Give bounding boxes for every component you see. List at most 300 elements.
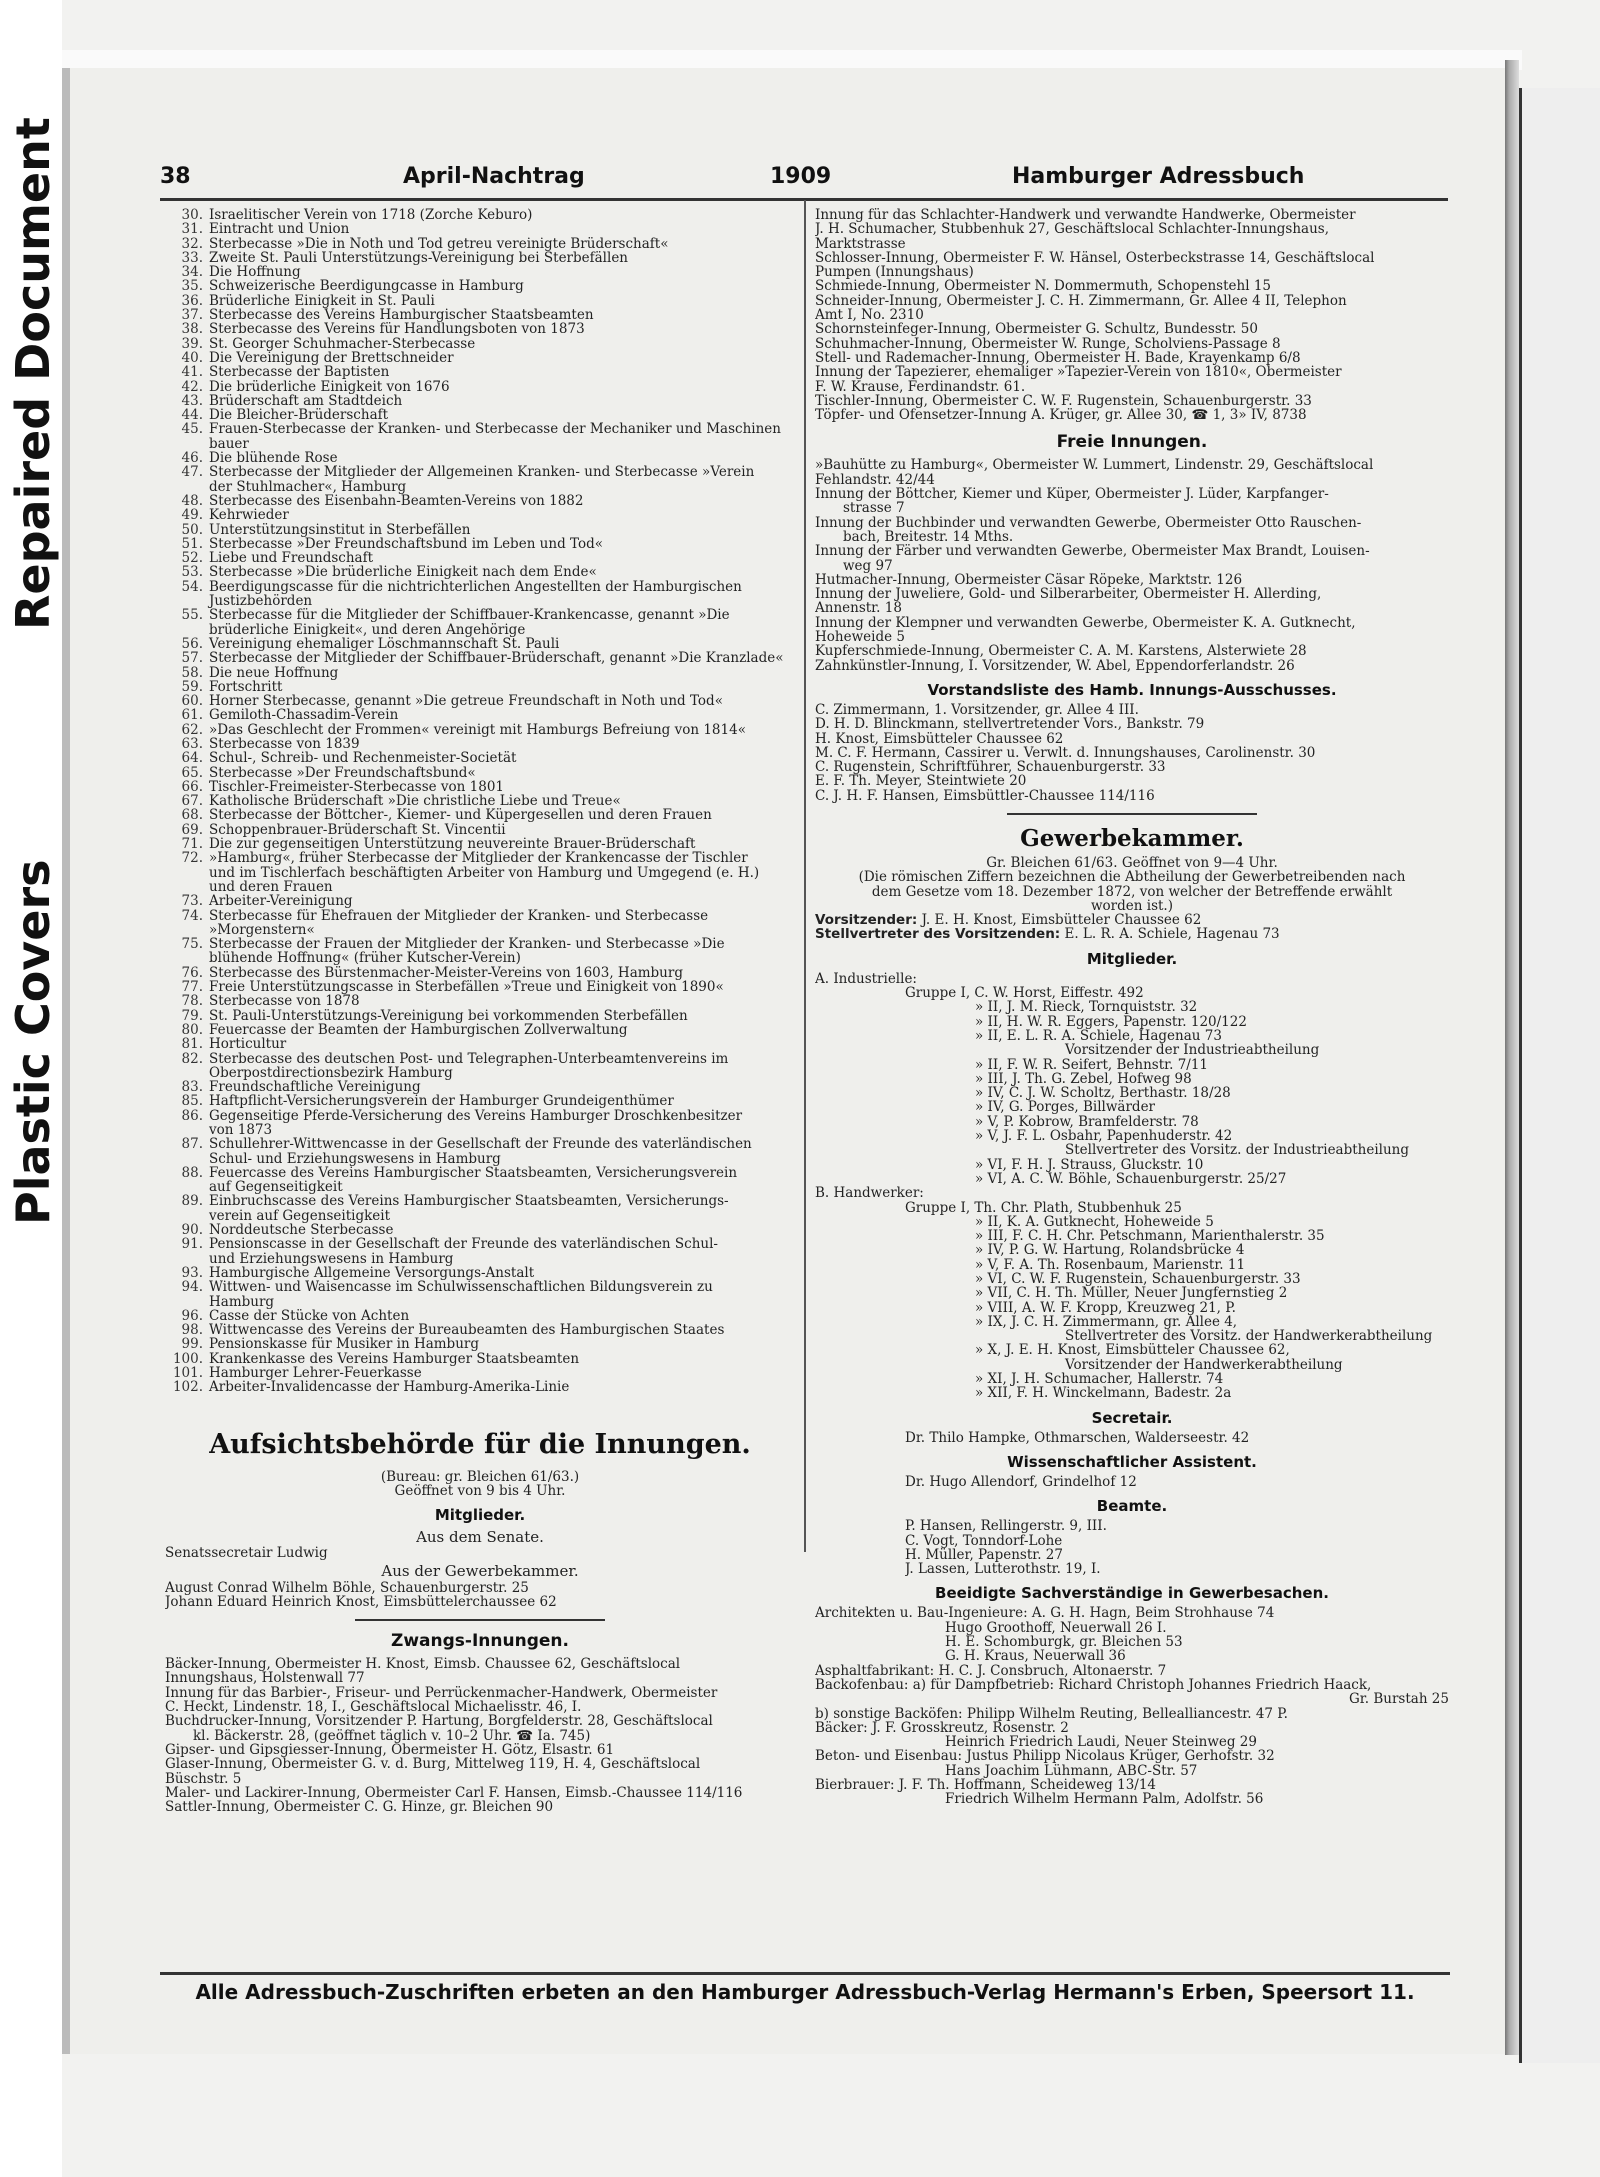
- entry-text: Wittwencasse des Vereins der Bureaubeamten des Hamburgischen Staates: [209, 1323, 725, 1338]
- entry-text: Oberpostdirectionsbezirk Hamburg: [209, 1065, 453, 1081]
- gutter-shadow: [62, 68, 70, 2054]
- entry-text: Die zur gegenseitigen Unterstützung neuvereinte Brauer-Brüderschaft: [209, 837, 696, 852]
- entry-text: Sterbecasse »Die brüderliche Einigkeit nach dem Ende«: [209, 565, 597, 580]
- society-entry: [165, 1295, 795, 1309]
- entry-number: 86.: [181, 1108, 203, 1123]
- entry-number: 85.: [181, 1094, 203, 1109]
- assistent-heading: Wissenschaftlicher Assistent.: [1007, 1452, 1257, 1471]
- vorstand-entry: H. Knost, Eimsbütteler Chaussee 62: [815, 731, 1064, 746]
- entry-text: Pensionskasse für Musiker in Hamburg: [209, 1337, 479, 1352]
- society-entry: [165, 1252, 795, 1266]
- society-entry: [165, 737, 795, 751]
- society-entry: [165, 1309, 795, 1323]
- society-entry: [165, 394, 795, 408]
- kammer-member: Johann Eduard Heinrich Knost, Eimsbüttelerchaussee 62: [165, 1594, 557, 1610]
- entry-number: 102.: [172, 1380, 203, 1395]
- secretair-heading: Secretair.: [1091, 1408, 1173, 1427]
- entry-number: 36.: [181, 293, 203, 309]
- society-entry: [165, 408, 795, 422]
- society-entry: [165, 1337, 795, 1351]
- entry-text: verein auf Gegenseitigkeit: [209, 1208, 391, 1224]
- zwangs-entry: Glaser-Innung, Obermeister G. v. d. Burg, Mittelweg 119, H. 4, Geschäftslocal: [165, 1757, 701, 1772]
- entry-text: Feuercasse der Beamten der Hamburgischen Zollverwaltung: [209, 1022, 628, 1038]
- innung-entry: Stell- und Rademacher-Innung, Obermeister H. Bade, Krayenkamp 6/8: [815, 350, 1301, 366]
- society-entry: [165, 322, 795, 336]
- zwangs-entry: Gipser- und Gipsgiesser-Innung, Obermeister H. Götz, Elsastr. 61: [165, 1742, 615, 1758]
- innung-entry: Schneider-Innung, Obermeister J. C. H. Zimmermann, Gr. Allee 4 II, Telephon: [815, 293, 1347, 309]
- entry-number: 101.: [172, 1366, 203, 1381]
- chair-line: [815, 913, 1449, 927]
- header-book: Hamburger Adressbuch: [1012, 164, 1305, 189]
- aufsicht-members-heading: Mitglieder.: [434, 1506, 526, 1525]
- entry-number: 83.: [181, 1080, 203, 1095]
- society-entry: [165, 1052, 795, 1066]
- handwerk-member: » IV, P. G. W. Hartung, Rolandsbrücke 4: [975, 1243, 1245, 1258]
- society-entry: [165, 494, 795, 508]
- freie-list: [815, 458, 1449, 672]
- entry-text: Schul-, Schreib- und Rechenmeister-Societät: [209, 751, 517, 766]
- society-entry: [165, 1380, 795, 1394]
- zwangs-list: [165, 1657, 795, 1814]
- society-entry: [165, 565, 795, 579]
- secretair-value: Dr. Thilo Hampke, Othmarschen, Walderseestr. 42: [905, 1430, 1250, 1445]
- right-column: [815, 208, 1449, 1807]
- society-entry: [165, 994, 795, 1008]
- kammer-members: [165, 1581, 795, 1610]
- entry-text: Kehrwieder: [209, 508, 289, 523]
- entry-text: Sterbecasse der Baptisten: [209, 365, 390, 380]
- freie-entry: Zahnkünstler-Innung, I. Vorsitzender, W. Abel, Eppendorferlandstr. 26: [815, 658, 1295, 673]
- header-title: April-Nachtrag: [403, 164, 585, 189]
- zwangs-entry: Maler- und Lackirer-Innung, Obermeister Carl F. Hansen, Eimsb.-Chaussee 114/116: [165, 1785, 743, 1801]
- zwangs-entry: Innungshaus, Holstenwall 77: [165, 1671, 365, 1686]
- handwerk-member: » VII, C. H. Th. Müller, Neuer Jungfernstieg 2: [975, 1286, 1288, 1301]
- industrie-member: » II, F. W. R. Seifert, Behnstr. 7/11: [975, 1057, 1209, 1072]
- society-entry: [165, 680, 795, 694]
- entry-number: 74.: [181, 908, 203, 923]
- handwerk-member: Stellvertreter des Vorsitz. der Handwerkerabtheilung: [1065, 1329, 1433, 1344]
- deputy-value: E. L. R. A. Schiele, Hagenau 73: [1064, 927, 1280, 942]
- society-entry: [165, 909, 795, 923]
- society-entry: [165, 966, 795, 980]
- beamte-member: H. Müller, Papenstr. 27: [905, 1547, 1063, 1563]
- society-entry: [165, 694, 795, 708]
- society-entry: [165, 766, 795, 780]
- society-entry: [165, 651, 795, 665]
- assistent-value: Dr. Hugo Allendorf, Grindelhof 12: [905, 1474, 1137, 1490]
- entry-text: Sterbecasse des Eisenbahn-Beamten-Vereins von 1882: [209, 493, 584, 509]
- industrie-member: » II, H. W. R. Eggers, Papenstr. 120/122: [975, 1014, 1247, 1029]
- entry-number: 44.: [181, 408, 203, 423]
- zwangs-entry: Sattler-Innung, Obermeister C. G. Hinze, gr. Bleichen 90: [165, 1800, 554, 1815]
- entry-number: 64.: [181, 751, 203, 766]
- entry-number: 38.: [181, 322, 203, 337]
- aufsicht-bureau: (Bureau: gr. Bleichen 61/63.): [380, 1469, 580, 1484]
- entry-number: 33.: [181, 250, 203, 266]
- entry-text: Schweizerische Beerdigungcasse in Hamburg: [209, 279, 524, 294]
- page-edge: [1505, 60, 1519, 2055]
- entry-text: »Das Geschlecht der Frommen« vereinigt mit Hamburgs Befreiung von 1814«: [209, 722, 746, 737]
- society-entry: [165, 308, 795, 322]
- society-entry: [165, 594, 795, 608]
- gewerbekammer-address: Gr. Bleichen 61/63. Geöffnet von 9—4 Uhr.: [986, 855, 1278, 871]
- entry-text: Die Bleicher-Brüderschaft: [209, 408, 389, 423]
- freie-entry: Kupferschmiede-Innung, Obermeister C. A. M. Karstens, Alsterwiete 28: [815, 644, 1307, 659]
- entry-text: St. Georger Schuhmacher-Sterbecasse: [209, 336, 476, 351]
- society-entry: [165, 1223, 795, 1237]
- industrie-member: » IV, C. J. W. Scholtz, Berthastr. 18/28: [975, 1086, 1231, 1101]
- entry-number: 34.: [181, 265, 203, 280]
- entry-text: Gegenseitige Pferde-Versicherung des Vereins Hamburger Droschkenbesitzer: [209, 1108, 743, 1123]
- senate-heading: Aus dem Senate.: [416, 1528, 544, 1547]
- entry-text: Brüderliche Einigkeit in St. Pauli: [209, 293, 435, 309]
- entry-text: Sterbecasse von 1839: [209, 736, 360, 752]
- freie-entry: bach, Breitestr. 14 Mths.: [843, 529, 1014, 545]
- society-entry: [165, 951, 795, 965]
- entry-number: 87.: [181, 1137, 203, 1152]
- entry-number: 99.: [181, 1337, 203, 1352]
- entry-number: 40.: [181, 350, 203, 366]
- society-entry: [165, 794, 795, 808]
- note-line: dem Gesetze vom 18. Dezember 1872, von welcher der Betreffende erwählt: [871, 884, 1393, 899]
- sach-entry: Gr. Burstah 25: [1349, 1692, 1449, 1707]
- sach-entry: Backofenbau: a) für Dampfbetrieb: Richard Christoph Johannes Friedrich Haack,: [815, 1677, 1372, 1693]
- society-entry: [165, 708, 795, 722]
- freie-entry: Fehlandstr. 42/44: [815, 472, 935, 488]
- zwangs-entry: Buchdrucker-Innung, Vorsitzender P. Hartung, Borgfelderstr. 28, Geschäftslocal: [165, 1714, 713, 1729]
- sach-entry: H. E. Schomburgk, gr. Bleichen 53: [945, 1635, 1183, 1650]
- entry-number: 94.: [181, 1280, 203, 1295]
- society-entry: [165, 1323, 795, 1337]
- innung-entry: F. W. Krause, Ferdinandstr. 61.: [815, 379, 1026, 394]
- entry-text: und deren Frauen: [209, 879, 333, 895]
- entry-number: 80.: [181, 1022, 203, 1038]
- entry-text: Sterbecasse der Böttcher-, Kiemer- und Küpergesellen und deren Frauen: [209, 808, 712, 823]
- industrie-member: » II, E. L. R. A. Schiele, Hagenau 73: [975, 1028, 1222, 1044]
- entry-text: »Morgenstern«: [209, 922, 315, 938]
- deputy-label: Stellvertreter des Vorsitzenden:: [815, 927, 1061, 942]
- gewerbekammer-note: [815, 870, 1449, 913]
- entry-text: Sterbecasse der Mitglieder der Schiffbauer-Brüderschaft, genannt »Die Kranzlade«: [209, 651, 784, 666]
- sach-entry: Hugo Groothoff, Neuerwall 26 I.: [945, 1620, 1167, 1636]
- society-entry: [165, 937, 795, 951]
- entry-text: Eintracht und Union: [209, 222, 350, 237]
- entry-text: »Hamburg«, früher Sterbecasse der Mitglieder der Krankencasse der Tischler: [209, 851, 748, 866]
- society-entry: [165, 551, 795, 565]
- repair-label-strip: [0, 0, 62, 2177]
- entry-text: Sterbecasse für die Mitglieder der Schiffbauer-Krankencasse, genannt »Die: [209, 608, 730, 623]
- entry-text: Sterbecasse des Vereins für Handlungsboten von 1873: [209, 322, 585, 337]
- entry-text: auf Gegenseitigkeit: [209, 1180, 343, 1195]
- chair-value: J. E. H. Knost, Eimsbütteler Chaussee 62: [921, 913, 1202, 928]
- entry-text: Schul- und Erziehungswesens in Hamburg: [209, 1151, 501, 1166]
- society-entry: [165, 422, 795, 436]
- entry-number: 65.: [181, 765, 203, 780]
- entry-text: Schoppenbrauer-Brüderschaft St. Vincentii: [209, 822, 506, 838]
- entry-number: 55.: [181, 608, 203, 623]
- society-entry: [165, 1280, 795, 1294]
- society-entry: [165, 980, 795, 994]
- entry-number: 58.: [181, 665, 203, 680]
- society-entry: [165, 1152, 795, 1166]
- society-entry: [165, 894, 795, 908]
- vorstand-entry: E. F. Th. Meyer, Steintwiete 20: [815, 774, 1027, 789]
- society-list: [165, 208, 795, 1395]
- handwerk-member: » VIII, A. W. F. Kropp, Kreuzweg 21, P.: [975, 1300, 1236, 1315]
- entry-text: Sterbecasse des deutschen Post- und Telegraphen-Unterbeamtenvereins im: [209, 1051, 729, 1066]
- entry-text: Sterbecasse »Die in Noth und Tod getreu vereinigte Brüderschaft«: [209, 236, 669, 251]
- entry-number: 71.: [181, 837, 203, 852]
- entry-number: 82.: [181, 1051, 203, 1066]
- chair-label: Vorsitzender:: [815, 913, 918, 928]
- freie-entry: »Bauhütte zu Hamburg«, Obermeister W. Lummert, Lindenstr. 29, Geschäftslocal: [815, 458, 1374, 473]
- vorstand-entry: C. Rugenstein, Schriftführer, Schauenburgerstr. 33: [815, 760, 1166, 775]
- society-entry: [165, 365, 795, 379]
- entry-number: 35.: [181, 279, 203, 294]
- entry-text: Krankenkasse des Vereins Hamburger Staatsbeamten: [209, 1351, 580, 1367]
- society-entry: [165, 1194, 795, 1208]
- vorstand-entry: D. H. D. Blinckmann, stellvertretender Vors., Bankstr. 79: [815, 717, 1205, 732]
- handwerk-member: » XI, J. H. Schumacher, Hallerstr. 74: [975, 1372, 1224, 1387]
- entry-number: 59.: [181, 679, 203, 695]
- innung-entry: Innung für das Schlachter-Handwerk und verwandte Handwerke, Obermeister: [815, 208, 1356, 223]
- entry-number: 77.: [181, 980, 203, 995]
- industrie-heading: A. Industrielle:: [815, 971, 917, 987]
- society-entry: [165, 337, 795, 351]
- industrie-member: » V, P. Kobrow, Bramfelderstr. 78: [975, 1114, 1199, 1130]
- society-entry: [165, 880, 795, 894]
- handwerk-member: » III, F. C. H. Chr. Petschmann, Marienthalerstr. 35: [975, 1229, 1325, 1244]
- entry-number: 53.: [181, 565, 203, 580]
- deputy-line: [815, 927, 1449, 941]
- beamte-list: [815, 1519, 1449, 1576]
- entry-text: blühende Hoffnung« (früher Kutscher-Verein): [209, 951, 521, 966]
- innung-entry: Schornsteinfeger-Innung, Obermeister G. Schultz, Bundesstr. 50: [815, 322, 1258, 337]
- industrie-member: » II, J. M. Rieck, Tornquiststr. 32: [975, 1000, 1198, 1015]
- entry-text: Freie Unterstützungscasse in Sterbefällen »Treue und Einigkeit von 1890«: [209, 980, 724, 995]
- senate-member: Senatssecretair Ludwig: [165, 1546, 328, 1561]
- beamte-heading: Beamte.: [1096, 1497, 1168, 1516]
- entry-number: 66.: [181, 779, 203, 795]
- entry-text: St. Pauli-Unterstützungs-Vereinigung bei vorkommenden Sterbefällen: [209, 1008, 688, 1023]
- society-entry: [165, 1123, 795, 1137]
- entry-number: 30.: [181, 208, 203, 223]
- entry-number: 68.: [181, 808, 203, 823]
- society-entry: [165, 1094, 795, 1108]
- society-entry: [165, 823, 795, 837]
- society-entry: [165, 623, 795, 637]
- entry-text: Sterbecasse von 1878: [209, 994, 360, 1009]
- beamte-member: J. Lassen, Lutterothstr. 19, I.: [905, 1562, 1101, 1577]
- society-entry: [165, 265, 795, 279]
- entry-text: Sterbecasse des Bürstenmacher-Meister-Vereins von 1603, Hamburg: [209, 965, 683, 981]
- entry-number: 37.: [181, 308, 203, 323]
- innung-entry: Schuhmacher-Innung, Obermeister W. Runge, Scholviens-Passage 8: [815, 336, 1281, 351]
- society-entry: [165, 251, 795, 265]
- entry-number: 51.: [181, 536, 203, 552]
- footer-rule: [160, 1972, 1450, 1975]
- entry-text: Sterbecasse der Mitglieder der Allgemeinen Kranken- und Sterbecasse »Verein: [209, 465, 755, 480]
- entry-number: 61.: [181, 708, 203, 723]
- society-entry: [165, 866, 795, 880]
- sach-entry: Bäcker: J. F. Grosskreutz, Rosenstr. 2: [815, 1720, 1069, 1736]
- society-entry: [165, 1109, 795, 1123]
- handwerk-member: » IX, J. C. H. Zimmermann, gr. Allee 4,: [975, 1314, 1238, 1330]
- entry-number: 93.: [181, 1265, 203, 1281]
- entry-text: Die blühende Rose: [209, 451, 338, 466]
- entry-text: Hamburger Lehrer-Feuerkasse: [209, 1366, 422, 1381]
- entry-text: brüderliche Einigkeit«, und deren Angehörige: [209, 622, 526, 637]
- freie-entry: Innung der Böttcher, Kiemer und Küper, Obermeister J. Lüder, Karpfanger-: [815, 487, 1329, 502]
- entry-text: Tischler-Freimeister-Sterbecasse von 1801: [209, 779, 505, 795]
- entry-number: 32.: [181, 236, 203, 251]
- society-entry: [165, 608, 795, 622]
- innung-entry: Töpfer- und Ofensetzer-Innung A. Krüger, gr. Allee 30, ☎ 1, 3» IV, 8738: [815, 408, 1307, 423]
- entry-text: Casse der Stücke von Achten: [209, 1308, 410, 1324]
- society-entry: [165, 1166, 795, 1180]
- entry-text: Pensionscasse in der Gesellschaft der Freunde des vaterländischen Schul-: [209, 1237, 718, 1252]
- society-entry: [165, 1009, 795, 1023]
- kammer-member: August Conrad Wilhelm Böhle, Schauenburgerstr. 25: [165, 1580, 529, 1595]
- freie-entry: Hutmacher-Innung, Obermeister Cäsar Röpeke, Marktstr. 126: [815, 572, 1243, 588]
- sach-entry: Friedrich Wilhelm Hermann Palm, Adolfstr. 56: [945, 1792, 1264, 1807]
- society-entry: [165, 480, 795, 494]
- entry-text: Arbeiter-Invalidencasse der Hamburg-Amerika-Linie: [209, 1380, 570, 1395]
- society-entry: [165, 666, 795, 680]
- entry-text: und Erziehungswesens in Hamburg: [209, 1251, 454, 1266]
- society-entry: [165, 508, 795, 522]
- beamte-member: P. Hansen, Rellingerstr. 9, III.: [905, 1519, 1107, 1534]
- society-entry: [165, 523, 795, 537]
- society-entry: [165, 1066, 795, 1080]
- innung-entry: Schlosser-Innung, Obermeister F. W. Hänsel, Osterbeckstrasse 14, Geschäftslocal: [815, 250, 1375, 266]
- entry-number: 100.: [172, 1351, 203, 1367]
- entry-text: Die Hoffnung: [209, 265, 301, 280]
- freie-entry: weg 97: [843, 558, 893, 573]
- entry-number: 78.: [181, 994, 203, 1009]
- handwerk-member: » V, F. A. Th. Rosenbaum, Marienstr. 11: [975, 1257, 1246, 1272]
- entry-text: der Stuhlmacher«, Hamburg: [209, 479, 407, 494]
- sach-entry: G. H. Kraus, Neuerwall 36: [945, 1649, 1126, 1664]
- entry-text: Feuercasse des Vereins Hamburgischer Staatsbeamten, Versicherungsverein: [209, 1165, 738, 1181]
- entry-number: 81.: [181, 1037, 203, 1052]
- repaired-document-label: Repaired Document: [6, 117, 60, 630]
- freie-title: Freie Innungen.: [1056, 432, 1208, 453]
- society-entry: [165, 451, 795, 465]
- industrie-member: » V, J. F. L. Osbahr, Papenhuderstr. 42: [975, 1129, 1233, 1144]
- entry-number: 48.: [181, 493, 203, 509]
- sach-entry: Architekten u. Bau-Ingenieure: A. G. H. Hagn, Beim Strohhause 74: [815, 1606, 1275, 1621]
- next-page-edge: [1519, 88, 1600, 2063]
- zwangs-title: Zwangs-Innungen.: [391, 1631, 569, 1652]
- beamte-member: C. Vogt, Tonndorf-Lohe: [905, 1533, 1063, 1548]
- society-entry: [165, 351, 795, 365]
- entry-text: Die Vereinigung der Brettschneider: [209, 350, 454, 366]
- entry-text: bauer: [209, 436, 249, 452]
- society-entry: [165, 751, 795, 765]
- header-year: 1909: [770, 164, 832, 189]
- entry-number: 89.: [181, 1194, 203, 1209]
- society-entry: [165, 1209, 795, 1223]
- society-entry: [165, 1180, 795, 1194]
- entry-number: 57.: [181, 651, 203, 666]
- society-entry: [165, 780, 795, 794]
- entry-text: Sterbecasse »Der Freundschaftsbund«: [209, 765, 476, 780]
- zwangs-entry: Büschstr. 5: [165, 1771, 242, 1786]
- vorstand-title: Vorstandsliste des Hamb. Innungs-Ausschusses.: [927, 680, 1337, 699]
- freie-entry: Annenstr. 18: [815, 601, 902, 616]
- society-entry: [165, 380, 795, 394]
- entry-text: Zweite St. Pauli Unterstützungs-Vereinigung bei Sterbefällen: [209, 250, 629, 266]
- society-entry: [165, 537, 795, 551]
- kammer-heading: Aus der Gewerbekammer.: [381, 1561, 579, 1580]
- innung-entry: Pumpen (Innungshaus): [815, 265, 974, 280]
- entry-text: Gemiloth-Chassadim-Verein: [209, 708, 399, 723]
- entry-number: 47.: [181, 465, 203, 480]
- entry-number: 91.: [181, 1237, 203, 1252]
- zwangs-entry: Bäcker-Innung, Obermeister H. Knost, Eimsb. Chaussee 62, Geschäftslocal: [165, 1657, 681, 1672]
- aufsicht-hours: Geöffnet von 9 bis 4 Uhr.: [394, 1483, 566, 1499]
- society-entry: [165, 923, 795, 937]
- entry-text: Frauen-Sterbecasse der Kranken- und Sterbecasse der Mechaniker und Maschinen: [209, 422, 781, 437]
- innung-entry: Marktstrasse: [815, 236, 906, 251]
- entry-text: von 1873: [209, 1123, 273, 1138]
- society-entry: [165, 1237, 795, 1251]
- left-column: [165, 208, 795, 1814]
- society-entry: [165, 465, 795, 479]
- handwerk-member: Gruppe I, Th. Chr. Plath, Stubbenhuk 25: [905, 1200, 1182, 1215]
- entry-text: Israelitischer Verein von 1718 (Zorche Keburo): [209, 208, 533, 223]
- society-entry: [165, 208, 795, 222]
- vorstand-entry: M. C. F. Hermann, Cassirer u. Verwlt. d. Innungshauses, Carolinenstr. 30: [815, 745, 1316, 761]
- sachverstaendige-list: [815, 1606, 1449, 1806]
- entry-text: Vereinigung ehemaliger Löschmannschaft St. Pauli: [209, 636, 560, 652]
- entry-number: 42.: [181, 379, 203, 394]
- innung-entry: J. H. Schumacher, Stubbenhuk 27, Geschäftslocal Schlachter-Innungshaus,: [815, 222, 1330, 237]
- society-entry: [165, 1023, 795, 1037]
- handwerk-member: » X, J. E. H. Knost, Eimsbütteler Chaussee 62,: [975, 1343, 1290, 1358]
- society-entry: [165, 580, 795, 594]
- entry-number: 45.: [181, 422, 203, 437]
- entry-number: 73.: [181, 894, 203, 909]
- entry-text: Die brüderliche Einigkeit von 1676: [209, 379, 450, 394]
- society-entry: [165, 222, 795, 236]
- zwangs-entry: Innung für das Barbier-, Friseur- und Perrückenmacher-Handwerk, Obermeister: [165, 1685, 718, 1701]
- society-entry: [165, 837, 795, 851]
- sachverstaendige-heading: Beeidigte Sachverständige in Gewerbesachen.: [935, 1584, 1329, 1603]
- entry-text: Freundschaftliche Vereinigung: [209, 1080, 421, 1095]
- handwerk-member: » II, K. A. Gutknecht, Hoheweide 5: [975, 1214, 1214, 1230]
- sach-entry: b) sonstige Backöfen: Philipp Wilhelm Reuting, Bellealliancestr. 47 P.: [815, 1706, 1288, 1721]
- innung-entry: Amt I, No. 2310: [815, 308, 924, 323]
- freie-entry: Innung der Färber und verwandten Gewerbe, Obermeister Max Brandt, Louisen-: [815, 544, 1370, 559]
- entry-text: Wittwen- und Waisencasse im Schulwissenschaftlichen Bildungsverein zu: [209, 1280, 713, 1295]
- entry-number: 31.: [181, 222, 203, 237]
- entry-text: Hamburg: [209, 1294, 275, 1309]
- entry-number: 76.: [181, 965, 203, 981]
- entry-text: Horticultur: [209, 1037, 287, 1052]
- society-entry: [165, 851, 795, 865]
- column-rule: [804, 200, 806, 1552]
- sach-entry: Beton- und Eisenbau: Justus Philipp Nicolaus Krüger, Gerhofstr. 32: [815, 1749, 1275, 1764]
- innung-list: [815, 208, 1449, 422]
- entry-text: Sterbecasse der Frauen der Mitglieder der Kranken- und Sterbecasse »Die: [209, 937, 725, 952]
- entry-number: 60.: [181, 694, 203, 709]
- entry-text: Arbeiter-Vereinigung: [209, 894, 353, 909]
- entry-text: Die neue Hoffnung: [209, 665, 339, 680]
- industrie-member: » III, J. Th. G. Zebel, Hofweg 98: [975, 1071, 1192, 1087]
- industrie-member: Vorsitzender der Industrieabtheilung: [1065, 1043, 1320, 1058]
